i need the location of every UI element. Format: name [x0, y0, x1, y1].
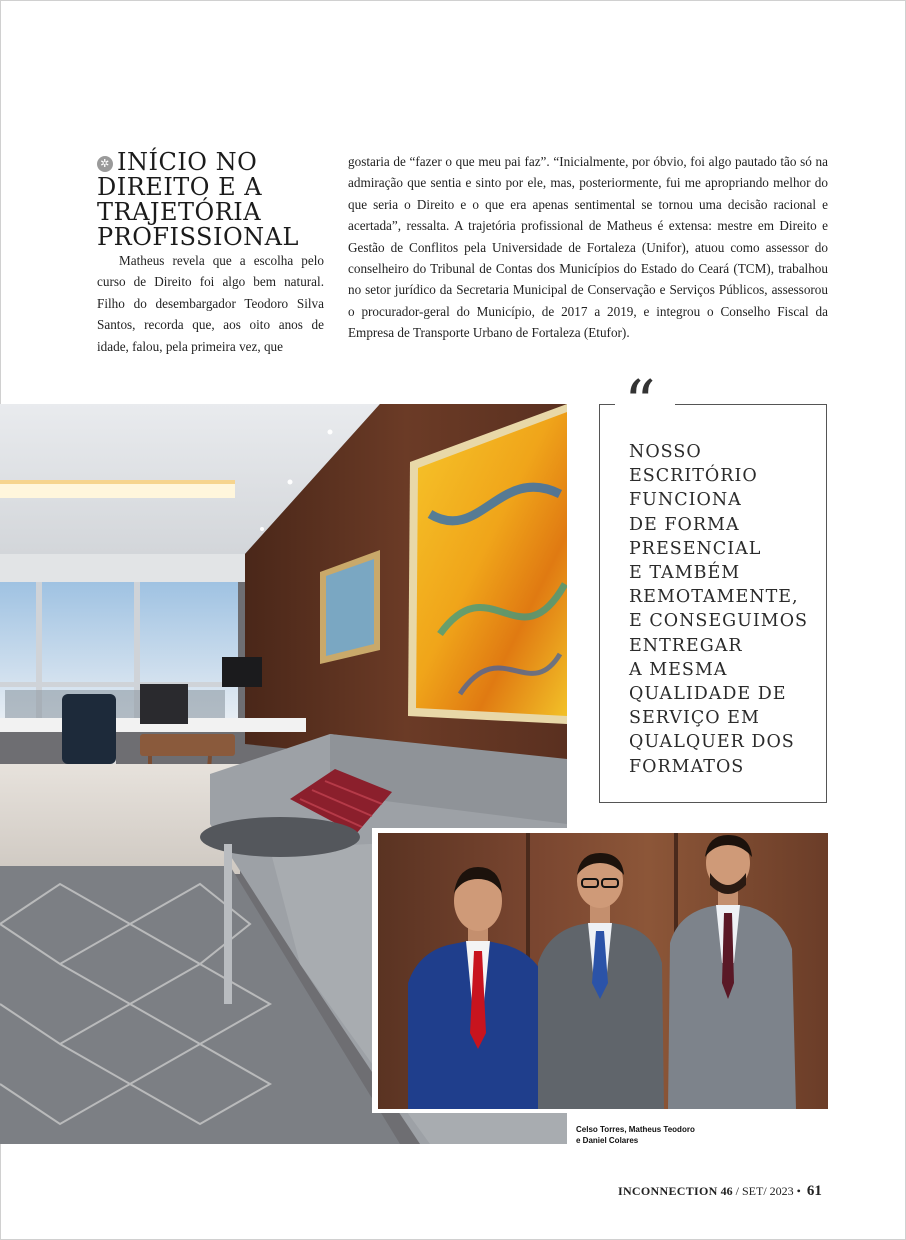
- heading-line-3: TRAJETÓRIA: [97, 198, 262, 226]
- quote-line: FORMATOS: [629, 756, 745, 777]
- photo-caption: [576, 1124, 736, 1146]
- page-number: 61: [806, 1183, 822, 1199]
- heading-line-1: [97, 150, 337, 175]
- quote-mark-icon: “: [624, 366, 656, 439]
- quote-line: PRESENCIAL: [629, 538, 762, 559]
- quote-line: A MESMA: [629, 659, 728, 680]
- heading-line-2: DIREITO E A: [97, 173, 263, 201]
- body-right-column: gostaria de “fazer o que meu pai faz”. “Inicialmente, por óbvio, foi algo pautado tão só na admiração que sentia e sinto por ele, mas, posteriormente, fui me apropriando melhor do que seria o Direito e o que era apenas sentimental se tornou uma decisão racional e acertada”, ressalta. A trajetória profissional de Matheus é extensa: mestre em Direito e Gestão de Conflitos pela Universidade de Fortaleza (Unifor), atuou como assessor do conselheiro do Tribunal de Contas dos Municípios do Estado do Ceará (TCM), trabalhou no setor jurídico da Secretaria Municipal de Conservação e Serviços Públicos, assessorou o procurador-geral do Município, de 2017 a 2019, e integrou o Conselho Fiscal da Empresa de Transporte Urbano de Fortaleza (Etufor).: [348, 154, 828, 341]
- quote-line: E TAMBÉM: [629, 563, 741, 584]
- page-footer: [618, 1183, 822, 1200]
- quote-line: ENTREGAR: [629, 635, 743, 656]
- footer-sep: /: [763, 1184, 767, 1198]
- heading-line-4: PROFISSIONAL: [97, 223, 299, 251]
- quote-line: QUALIDADE DE: [629, 684, 787, 705]
- portrait-photo: [378, 833, 828, 1109]
- body-left-column: Matheus revela que a escolha pelo curso de Direito foi algo bem natural. Filho do desembargador Teodoro Silva Santos, recorda que, aos oito anos de idade, falou, pela primeira vez, que: [97, 253, 324, 354]
- magazine-brand: INCONNECTION: [618, 1184, 718, 1198]
- star-bullet-icon: ✲: [97, 156, 113, 172]
- quote-line: NOSSO: [629, 442, 702, 462]
- quote-line: SERVIÇO EM: [629, 708, 760, 729]
- footer-bullet: •: [796, 1184, 801, 1198]
- quote-line: ESCRITÓRIO: [629, 466, 758, 487]
- quote-line: DE FORMA: [629, 514, 740, 535]
- issue-year: 2023: [769, 1184, 794, 1198]
- section-heading: [97, 150, 337, 250]
- heading-text-1: INÍCIO NO: [117, 148, 258, 176]
- issue-month: SET: [741, 1184, 764, 1198]
- portrait-illustration: [378, 833, 828, 1109]
- quote-line: E CONSEGUIMOS: [629, 611, 809, 632]
- quote-line: FUNCIONA: [629, 490, 742, 511]
- quote-line: REMOTAMENTE,: [629, 587, 799, 608]
- issue-number: 46: [720, 1184, 733, 1198]
- caption-line: Celso Torres, Matheus Teodoro: [576, 1125, 695, 1134]
- footer-sep: /: [735, 1184, 739, 1198]
- caption-line: e Daniel Colares: [576, 1136, 639, 1145]
- pull-quote-text: [629, 440, 819, 779]
- quote-line: QUALQUER DOS: [629, 732, 795, 753]
